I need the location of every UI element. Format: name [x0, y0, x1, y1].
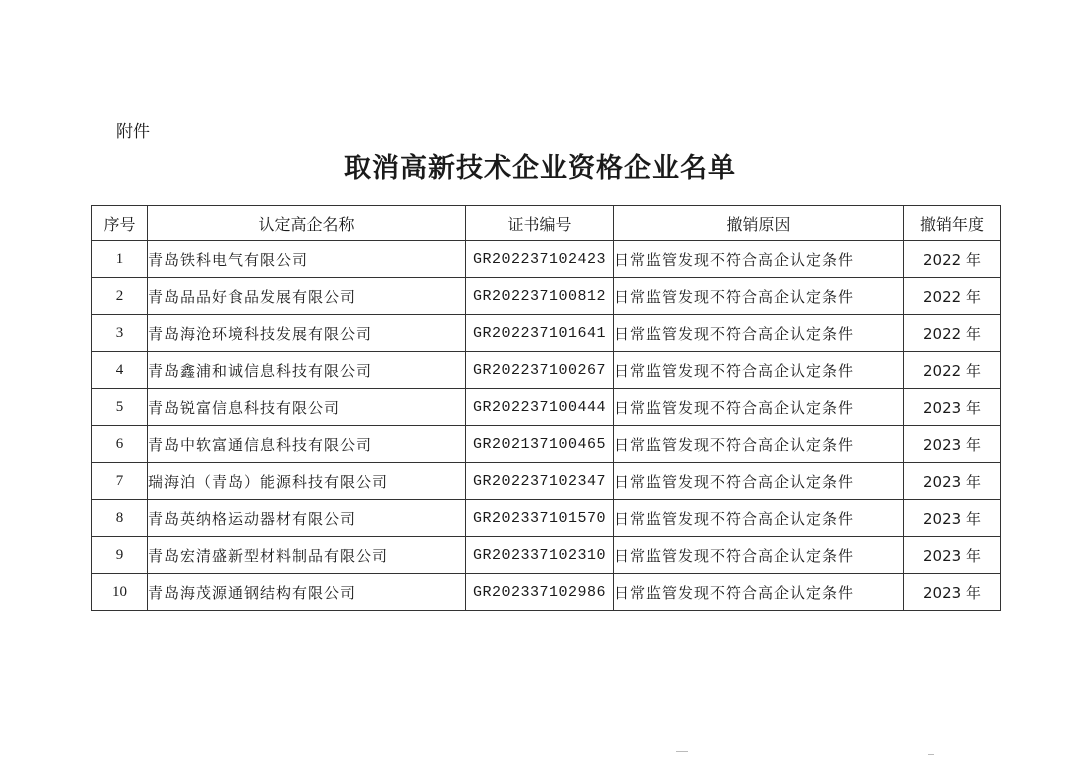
table-row [92, 537, 1001, 574]
table-header [92, 206, 1001, 241]
scan-speck [676, 751, 688, 752]
row-revocation-reason: 日常监管发现不符合高企认定条件 [614, 241, 904, 278]
row-revocation-reason: 日常监管发现不符合高企认定条件 [614, 500, 904, 537]
row-revocation-year: 2023 年 [904, 389, 1001, 426]
row-company-name: 青岛铁科电气有限公司 [148, 241, 466, 278]
row-revocation-year: 2023 年 [904, 574, 1001, 611]
document-title: 取消高新技术企业资格企业名单 [344, 153, 736, 184]
row-revocation-year: 2023 年 [904, 463, 1001, 500]
row-revocation-year: 2022 年 [904, 278, 1001, 315]
row-revocation-reason: 日常监管发现不符合高企认定条件 [614, 574, 904, 611]
row-seq: 6 [92, 426, 148, 463]
row-seq: 10 [92, 574, 148, 611]
header-seq: 序号 [92, 206, 148, 241]
row-company-name: 青岛鑫浦和诚信息科技有限公司 [148, 352, 466, 389]
row-seq: 9 [92, 537, 148, 574]
row-certificate-number: GR202237100444 [466, 389, 614, 426]
header-year: 撤销年度 [904, 206, 1001, 241]
table-row [92, 463, 1001, 500]
row-revocation-reason: 日常监管发现不符合高企认定条件 [614, 352, 904, 389]
row-revocation-year: 2022 年 [904, 352, 1001, 389]
table-row [92, 278, 1001, 315]
row-company-name: 瑞海泊（青岛）能源科技有限公司 [148, 463, 466, 500]
row-certificate-number: GR202137100465 [466, 426, 614, 463]
row-company-name: 青岛品品好食品发展有限公司 [148, 278, 466, 315]
row-certificate-number: GR202237102423 [466, 241, 614, 278]
table-body [92, 241, 1001, 611]
row-company-name: 青岛海茂源通钢结构有限公司 [148, 574, 466, 611]
table-row [92, 352, 1001, 389]
row-revocation-year: 2022 年 [904, 315, 1001, 352]
row-seq: 8 [92, 500, 148, 537]
row-seq: 2 [92, 278, 148, 315]
row-seq: 7 [92, 463, 148, 500]
scan-speck [928, 754, 934, 755]
header-cert: 证书编号 [466, 206, 614, 241]
row-seq: 5 [92, 389, 148, 426]
table-row [92, 500, 1001, 537]
row-company-name: 青岛中软富通信息科技有限公司 [148, 426, 466, 463]
row-revocation-year: 2022 年 [904, 241, 1001, 278]
table-row [92, 315, 1001, 352]
row-revocation-reason: 日常监管发现不符合高企认定条件 [614, 278, 904, 315]
header-reason: 撤销原因 [614, 206, 904, 241]
row-certificate-number: GR202337102310 [466, 537, 614, 574]
header-name: 认定高企名称 [148, 206, 466, 241]
attachment-label: 附件 [116, 122, 150, 142]
row-revocation-reason: 日常监管发现不符合高企认定条件 [614, 463, 904, 500]
row-company-name: 青岛宏清盛新型材料制品有限公司 [148, 537, 466, 574]
company-list-table [91, 205, 1001, 611]
row-revocation-year: 2023 年 [904, 426, 1001, 463]
row-revocation-year: 2023 年 [904, 500, 1001, 537]
row-company-name: 青岛英纳格运动器材有限公司 [148, 500, 466, 537]
row-revocation-reason: 日常监管发现不符合高企认定条件 [614, 389, 904, 426]
table-row [92, 389, 1001, 426]
header-row [92, 206, 1001, 241]
table-row [92, 241, 1001, 278]
row-seq: 1 [92, 241, 148, 278]
row-seq: 4 [92, 352, 148, 389]
row-certificate-number: GR202237101641 [466, 315, 614, 352]
row-certificate-number: GR202237102347 [466, 463, 614, 500]
row-revocation-reason: 日常监管发现不符合高企认定条件 [614, 426, 904, 463]
row-company-name: 青岛锐富信息科技有限公司 [148, 389, 466, 426]
row-revocation-reason: 日常监管发现不符合高企认定条件 [614, 537, 904, 574]
table-row [92, 426, 1001, 463]
row-certificate-number: GR202237100267 [466, 352, 614, 389]
row-certificate-number: GR202337102986 [466, 574, 614, 611]
row-revocation-year: 2023 年 [904, 537, 1001, 574]
table-row [92, 574, 1001, 611]
row-certificate-number: GR202337101570 [466, 500, 614, 537]
row-certificate-number: GR202237100812 [466, 278, 614, 315]
row-company-name: 青岛海沧环境科技发展有限公司 [148, 315, 466, 352]
row-revocation-reason: 日常监管发现不符合高企认定条件 [614, 315, 904, 352]
row-seq: 3 [92, 315, 148, 352]
